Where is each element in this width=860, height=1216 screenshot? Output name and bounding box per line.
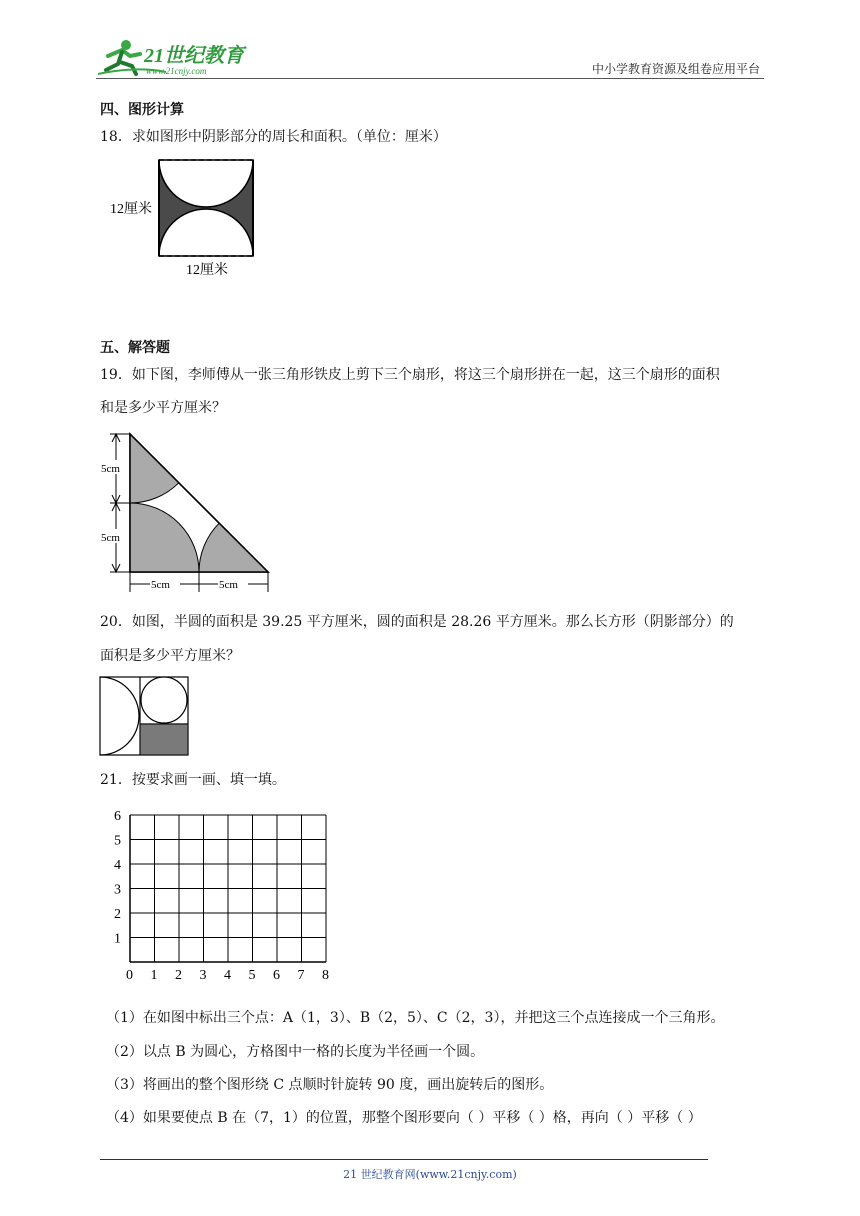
dim-label-1: 5cm — [101, 463, 120, 475]
header-divider — [96, 78, 764, 79]
question-18-figure — [100, 150, 270, 284]
question-19-figure — [100, 428, 280, 602]
x-tick-label: 2 — [175, 968, 182, 983]
x-tick-label: 4 — [224, 968, 231, 983]
dim-label-3: 5cm — [151, 579, 170, 591]
section-title-4: 四、图形计算 — [100, 102, 184, 118]
question-20-figure — [99, 676, 191, 762]
x-tick-label: 1 — [150, 968, 158, 983]
question-21-text: 21．按要求画一画、填一填。 — [100, 772, 286, 788]
footer-divider — [100, 1159, 708, 1160]
y-tick-label: 2 — [114, 907, 121, 922]
question-18-text: 18．求如图形中阴影部分的周长和面积。（单位：厘米） — [100, 129, 447, 145]
y-tick-label: 3 — [114, 882, 121, 898]
question-21-item-3: （3）将画出的整个图形绕 C 点顺时针旋转 90 度，画出旋转后的图形。 — [106, 1077, 554, 1093]
site-logo — [96, 36, 266, 78]
y-tick-label: 5 — [114, 833, 121, 849]
y-tick-label: 6 — [114, 809, 121, 824]
question-20-line2: 面积是多少平方厘米？ — [100, 648, 240, 664]
label-bottom: 12厘米 — [186, 263, 228, 278]
y-tick-label: 4 — [114, 858, 121, 873]
x-tick-label: 8 — [322, 968, 329, 983]
footer-text: 21 世纪教育网(www.21cnjy.com) — [343, 1168, 517, 1181]
question-20-line1: 20．如图，半圆的面积是 39.25 平方厘米，圆的面积是 28.26 平方厘米。那么长方形（阴影部分）的 — [100, 614, 734, 630]
site-tagline: 中小学教育资源及组卷应用平台 — [591, 62, 760, 76]
question-19-line1: 19．如下图，李师傅从一张三角形铁皮上剪下三个扇形，将这三个扇形拼在一起，这三个扇形的面积 — [100, 367, 720, 383]
dim-label-2: 5cm — [101, 532, 120, 544]
label-left: 12厘米 — [110, 202, 152, 217]
x-tick-label: 0 — [126, 968, 133, 983]
x-tick-label: 6 — [273, 968, 280, 983]
dim-label-4: 5cm — [219, 579, 238, 591]
question-21-grid — [108, 806, 338, 988]
question-21-item-4: （4）如果要使点 B 在（7，1）的位置，那整个图形要向（ ）平移（ ）格，再向（ ）平移（ ） — [106, 1110, 702, 1126]
y-tick-label: 1 — [114, 931, 121, 947]
question-21-item-2: （2）以点 B 为圆心，方格图中一格的长度为半径画一个圆。 — [106, 1044, 485, 1060]
question-21-item-1: （1）在如图中标出三个点：A（1，3）、B（2，5）、C（2，3），并把这三个点连接成一个三角形。 — [106, 1010, 725, 1026]
x-tick-label: 3 — [199, 968, 207, 983]
logo-text: 21世纪教育 — [144, 45, 244, 67]
question-19-line2: 和是多少平方厘米？ — [100, 400, 226, 416]
section-title-5: 五、解答题 — [100, 340, 170, 356]
x-tick-label: 5 — [248, 968, 256, 983]
x-tick-label: 7 — [297, 968, 305, 983]
logo-url: www.21cnjy.com — [146, 66, 207, 76]
